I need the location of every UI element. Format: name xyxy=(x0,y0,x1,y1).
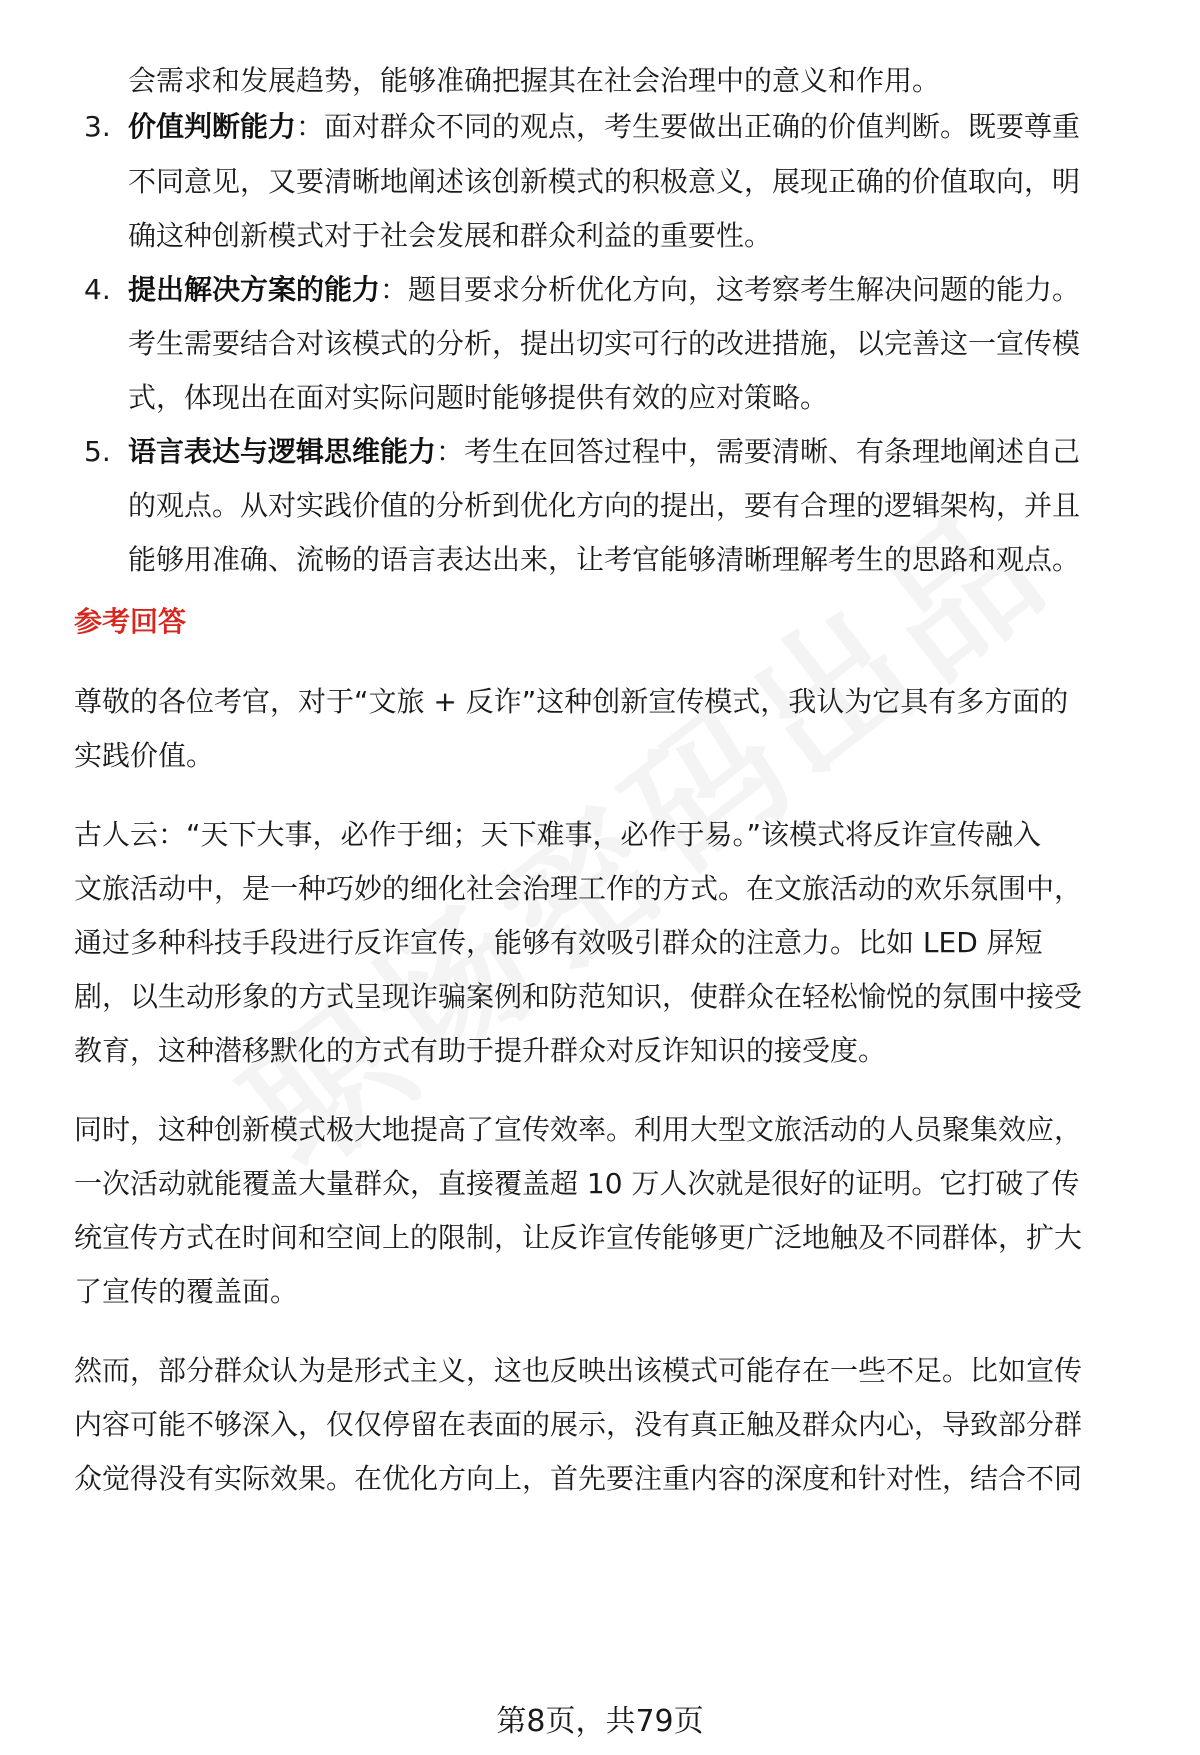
list-item-line: 价值判断能力：面对群众不同的观点，考生要做出正确的价值判断。既要尊重 xyxy=(128,110,1081,143)
list-item-line: 能够用准确、流畅的语言表达出来，让考官能够清晰理解考生的思路和观点。 xyxy=(128,543,1081,576)
paragraph-line: 教育，这种潜移默化的方式有助于提升群众对反诈知识的接受度。 xyxy=(74,1034,887,1067)
list-item-title: 价值判断能力 xyxy=(128,110,297,143)
paragraph-line: 众觉得没有实际效果。在优化方向上，首先要注重内容的深度和针对性，结合不同 xyxy=(74,1462,1083,1495)
list-item-line: 语言表达与逻辑思维能力：考生在回答过程中，需要清晰、有条理地阐述自己 xyxy=(128,435,1081,468)
paragraph-line: 尊敬的各位考官，对于“文旅 + 反诈”这种创新宣传模式，我认为它具有多方面的 xyxy=(74,685,1069,718)
paragraph-line: 同时，这种创新模式极大地提高了宣传效率。利用大型文旅活动的人员聚集效应， xyxy=(74,1113,1083,1146)
paragraph-line: 然而，部分群众认为是形式主义，这也反映出该模式可能存在一些不足。比如宣传 xyxy=(74,1354,1083,1387)
answer-heading: 参考回答 xyxy=(74,605,187,638)
list-item-title: 提出解决方案的能力 xyxy=(128,273,381,306)
paragraph-line: 内容可能不够深入，仅仅停留在表面的展示，没有真正触及群众内心，导致部分群 xyxy=(74,1408,1083,1441)
list-number: 5. xyxy=(84,435,111,468)
paragraph-line: 古人云：“天下大事，必作于细；天下难事，必作于易。”该模式将反诈宣传融入 xyxy=(74,818,1042,851)
list-item-line: 式，体现出在面对实际问题时能够提供有效的应对策略。 xyxy=(128,381,829,414)
paragraph-line: 实践价值。 xyxy=(74,739,215,772)
list-item-line: 提出解决方案的能力：题目要求分析优化方向，这考察考生解决问题的能力。 xyxy=(128,273,1081,306)
list-number: 3. xyxy=(84,110,111,143)
list-item-title: 语言表达与逻辑思维能力 xyxy=(128,435,437,468)
page-number-footer: 第8页，共79页 xyxy=(496,1704,704,1739)
paragraph-line: 剧，以生动形象的方式呈现诈骗案例和防范知识，使群众在轻松愉悦的氛围中接受 xyxy=(74,980,1083,1013)
list-item-line: 不同意见，又要清晰地阐述该创新模式的积极意义，展现正确的价值取向，明 xyxy=(128,165,1081,198)
paragraph-line: 文旅活动中，是一种巧妙的细化社会治理工作的方式。在文旅活动的欢乐氛围中， xyxy=(74,872,1083,905)
list-item-line: 确这种创新模式对于社会发展和群众利益的重要性。 xyxy=(128,219,773,252)
paragraph-line: 一次活动就能覆盖大量群众，直接覆盖超 10 万人次就是很好的证明。它打破了传 xyxy=(74,1167,1080,1200)
paragraph-line: 了宣传的覆盖面。 xyxy=(74,1275,299,1308)
list-item-line: 的观点。从对实践价值的分析到优化方向的提出，要有合理的逻辑架构，并且 xyxy=(128,489,1081,522)
paragraph-line: 统宣传方式在时间和空间上的限制，让反诈宣传能够更广泛地触及不同群体，扩大 xyxy=(74,1221,1083,1254)
paragraph-line: 通过多种科技手段进行反诈宣传，能够有效吸引群众的注意力。比如 LED 屏短 xyxy=(74,926,1043,959)
list-number: 4. xyxy=(84,273,111,306)
list-item-line: 考生需要结合对该模式的分析，提出切实可行的改进措施，以完善这一宣传模 xyxy=(128,327,1081,360)
list-continuation: 会需求和发展趋势，能够准确把握其在社会治理中的意义和作用。 xyxy=(128,64,941,97)
